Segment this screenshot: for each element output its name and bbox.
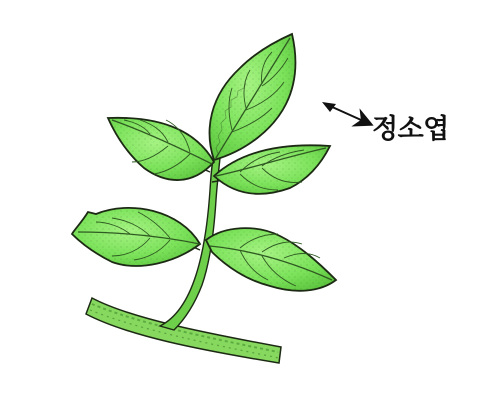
label-arrow bbox=[322, 102, 370, 124]
terminal-leaflet bbox=[210, 34, 296, 160]
leaflet-lower-right bbox=[206, 228, 336, 291]
leaflet-middle-left bbox=[108, 118, 214, 180]
terminal-leaflet-label: 정소엽 bbox=[372, 114, 449, 145]
leaflet-lower-left bbox=[72, 208, 200, 266]
